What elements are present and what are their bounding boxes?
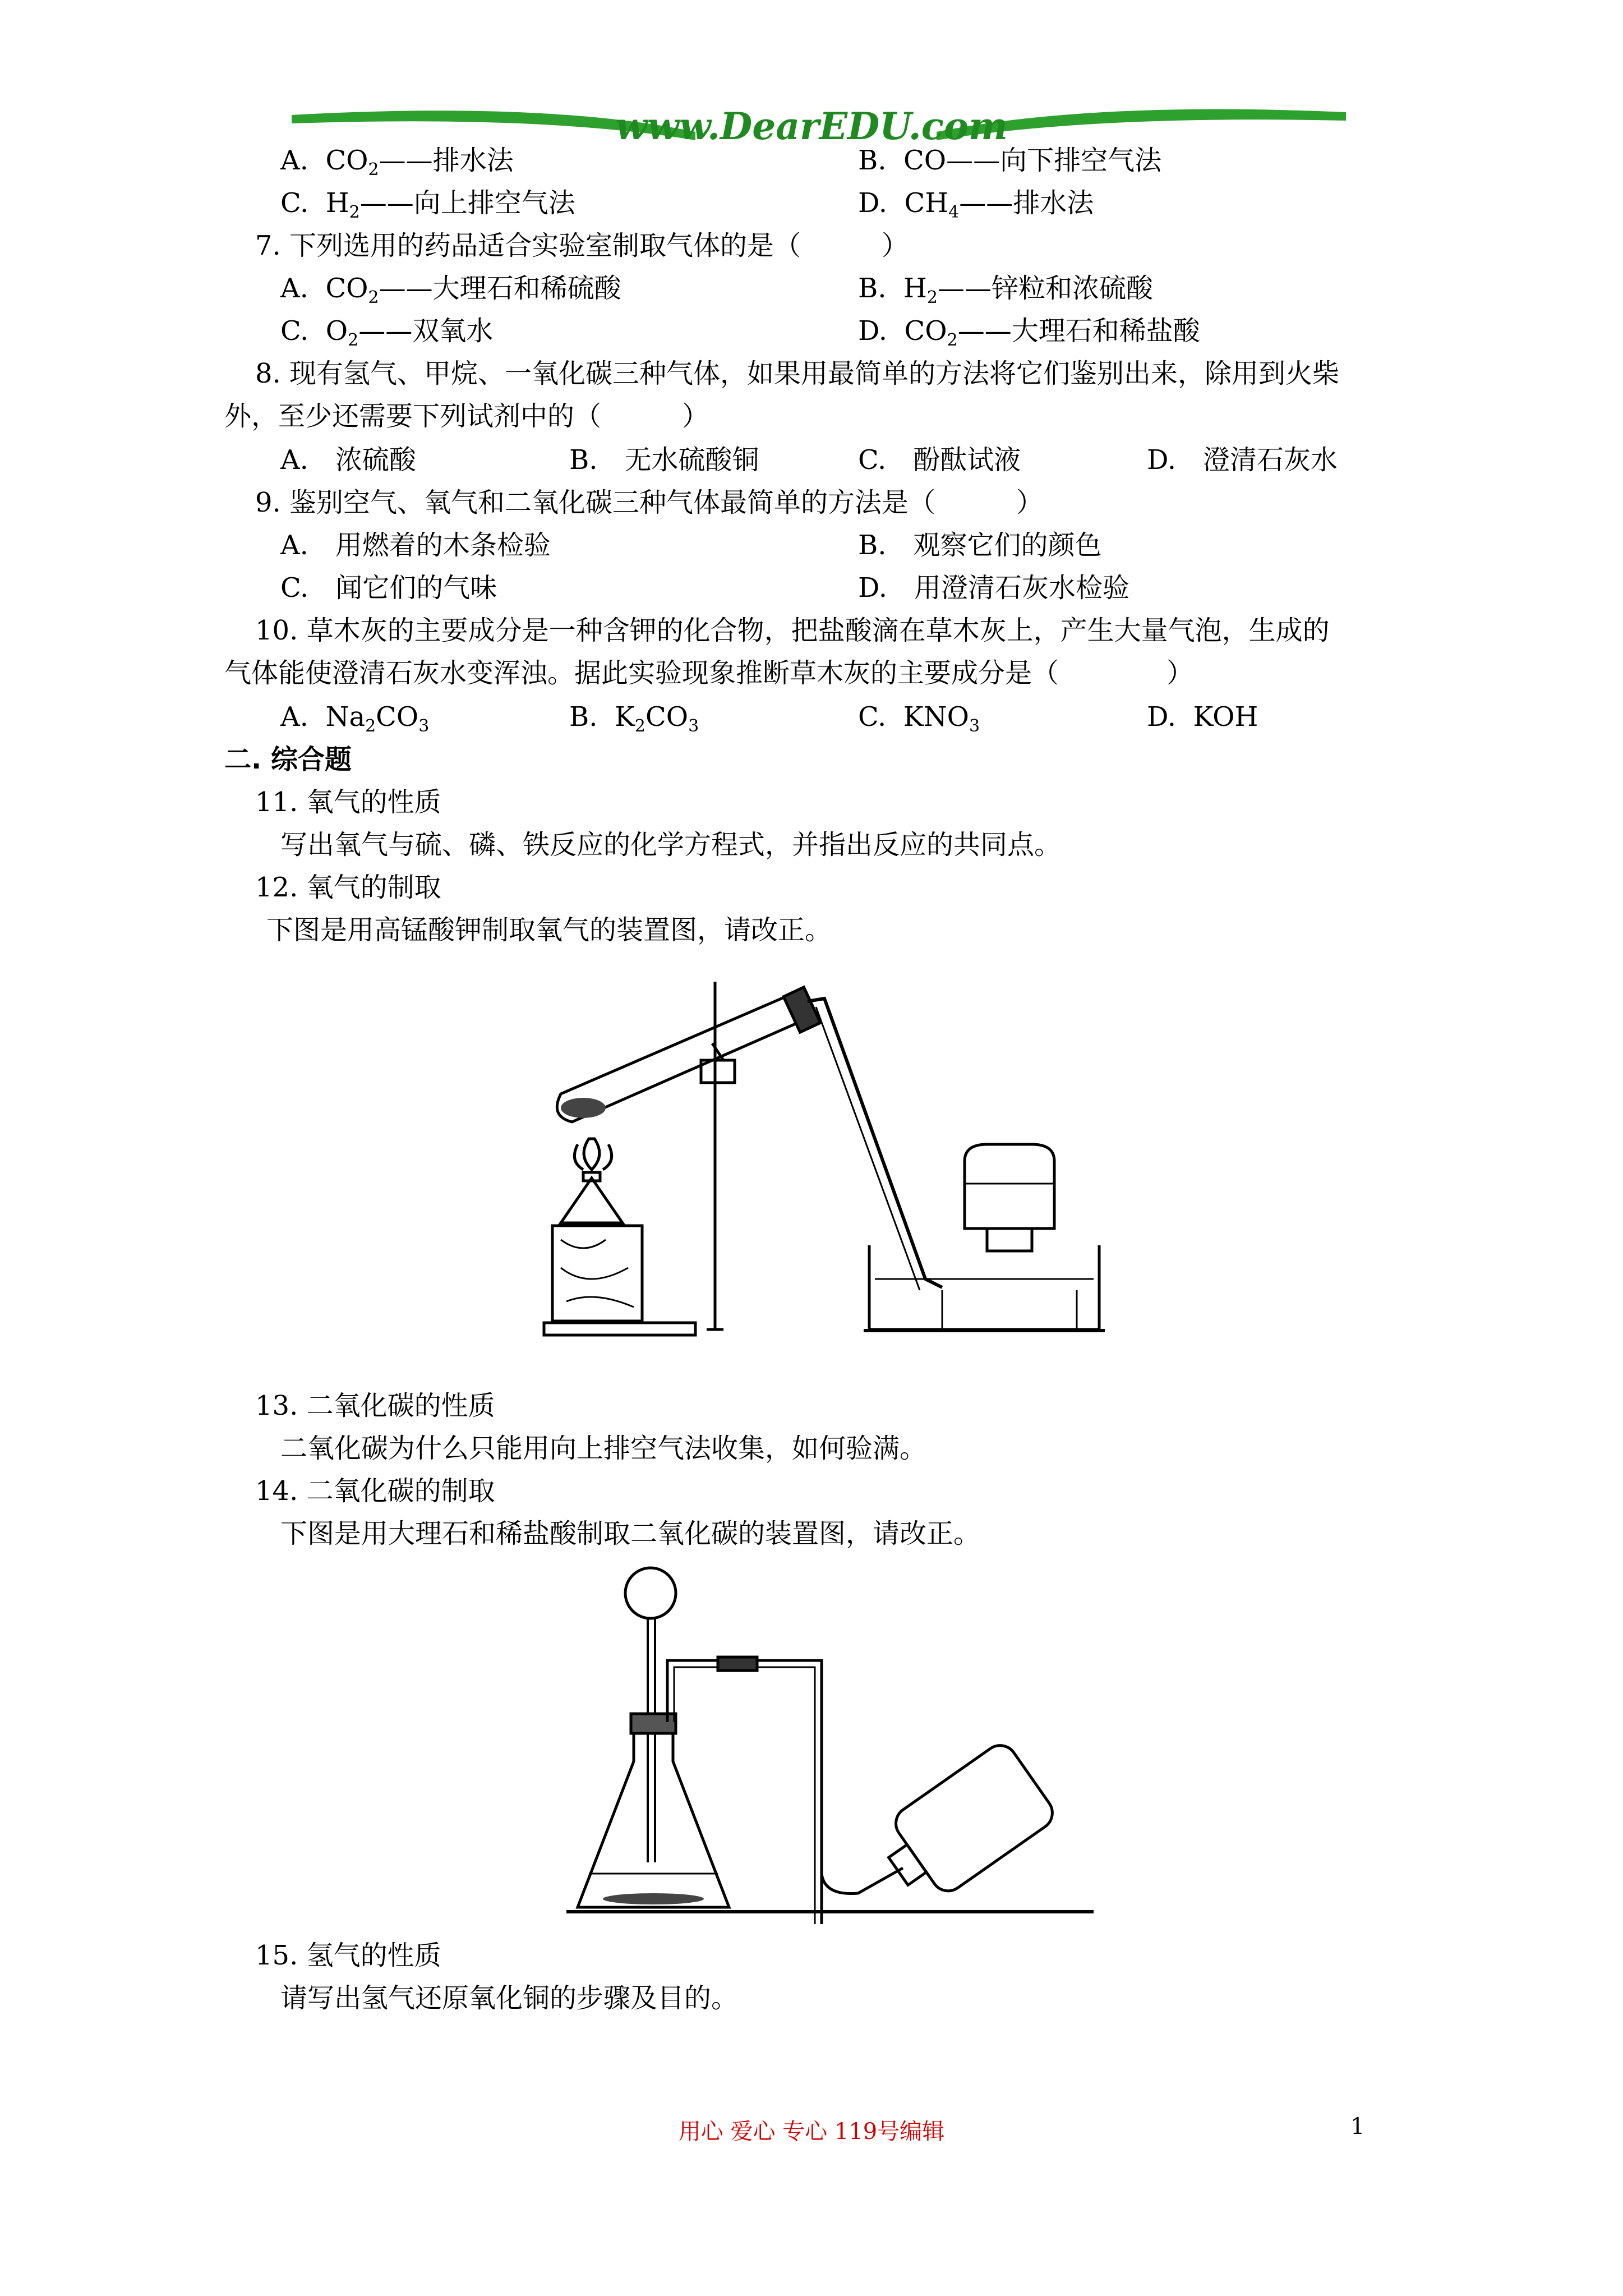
q7-option-c: C. $O_2——$双氧水 xyxy=(280,315,494,350)
q10-option-d: D. KOH xyxy=(1147,701,1258,733)
q10-option-c: C. $KNO_3$ xyxy=(858,701,980,736)
q9-option-b: B. 观察它们的颜色 xyxy=(858,530,1102,561)
q7-option-b: B. $H_2——$锌粒和浓硫酸 xyxy=(858,273,1154,307)
q6-option-d: D. $CH_4——$排水法 xyxy=(858,187,1094,222)
q12-title: 12. 氧气的制取 xyxy=(255,872,441,903)
q14-title: 14. 二氧化碳的制取 xyxy=(255,1475,495,1507)
oxygen-apparatus-figure xyxy=(538,976,1110,1358)
q10-stem-line2: 气体能使澄清石灰水变浑浊。据此实验现象推断草木灰的主要成分是（ ） xyxy=(224,657,1194,689)
q9-option-a: A. 用燃着的木条检验 xyxy=(280,530,551,561)
section-title: 二. 综合题 xyxy=(224,744,352,775)
footer-text: 用心 爱心 专心 119号编辑 xyxy=(678,2119,945,2145)
q7-option-a: A. $CO_2——$大理石和稀硫酸 xyxy=(280,273,621,307)
q9-stem: 9. 鉴别空气、氧气和二氧化碳三种气体最简单的方法是（ ） xyxy=(255,487,1044,518)
q11-body: 写出氧气与硫、磷、铁反应的化学方程式，并指出反应的共同点。 xyxy=(280,829,1062,861)
q14-body: 下图是用大理石和稀盐酸制取二氧化碳的装置图，请改正。 xyxy=(280,1518,981,1549)
q13-title: 13. 二氧化碳的性质 xyxy=(255,1390,495,1421)
q10-stem-line1: 10. 草木灰的主要成分是一种含钾的化合物，把盐酸滴在草木灰上，产生大量气泡，生成的 xyxy=(255,615,1330,646)
q11-title: 11. 氧气的性质 xyxy=(255,786,441,818)
q8-option-b: B. 无水硫酸铜 xyxy=(569,444,759,476)
q12-body: 下图是用高锰酸钾制取氧气的装置图，请改正。 xyxy=(266,914,832,946)
q8-option-c: C. 酚酞试液 xyxy=(858,444,1021,476)
logo-text: www.DearEDU.com xyxy=(615,104,1008,148)
q9-option-c: C. 闻它们的气味 xyxy=(280,572,497,604)
q6-option-c: C. $H_2——$向上排空气法 xyxy=(280,187,575,222)
q6-option-b: B. CO——向下排空气法 xyxy=(858,145,1162,176)
q7-option-d: D. $CO_2——$大理石和稀盐酸 xyxy=(858,315,1200,350)
q8-stem-line1: 8. 现有氢气、甲烷、一氧化碳三种气体，如果用最简单的方法将它们鉴别出来，除用到火柴 xyxy=(255,358,1340,389)
q8-option-d: D. 澄清石灰水 xyxy=(1147,444,1338,476)
q15-title: 15. 氢气的性质 xyxy=(255,1940,441,1971)
q8-stem-line2: 外，至少还需要下列试剂中的（ ） xyxy=(224,401,709,432)
q13-body: 二氧化碳为什么只能用向上排空气法收集，如何验满。 xyxy=(280,1433,927,1464)
q6-option-a: A. $CO_2——$排水法 xyxy=(280,145,514,180)
q7-stem: 7. 下列选用的药品适合实验室制取气体的是（ ） xyxy=(255,230,909,261)
q8-option-a: A. 浓硫酸 xyxy=(280,444,416,476)
q9-option-d: D. 用澄清石灰水检验 xyxy=(858,572,1130,604)
q15-body: 请写出氢气还原氧化铜的步骤及目的。 xyxy=(280,1982,739,2014)
carbon-dioxide-apparatus-figure xyxy=(566,1559,1094,1924)
page-number: 1 xyxy=(1350,2114,1365,2139)
q10-option-b: B. $K_2CO_3$ xyxy=(569,701,699,736)
q10-option-a: A. $Na_2CO_3$ xyxy=(280,701,430,736)
